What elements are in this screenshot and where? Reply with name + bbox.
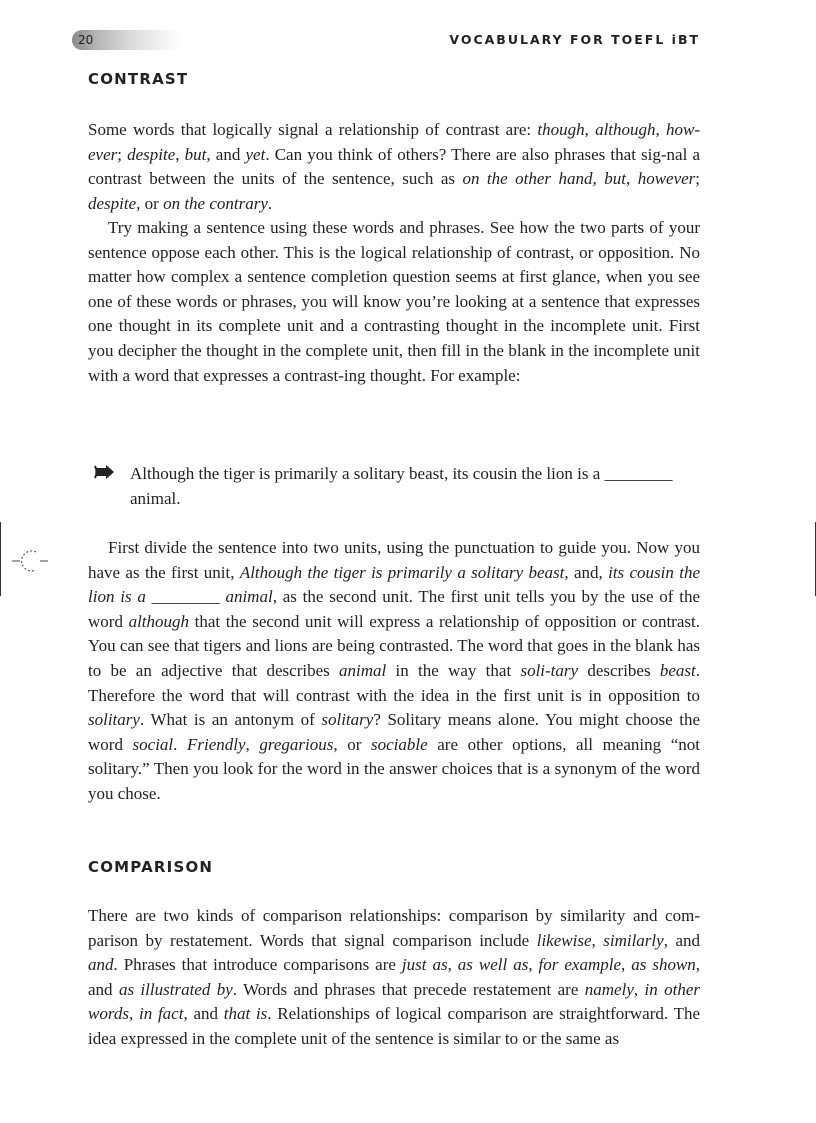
- italic-term: in fact: [138, 1004, 184, 1024]
- italic-term: but: [184, 144, 207, 164]
- text-segment: , as the second unit. The first unit tells you by the use of the word: [88, 587, 700, 631]
- text-segment: ,: [625, 169, 638, 189]
- italic-term: soli-tary: [520, 660, 579, 680]
- text-segment: , or: [136, 193, 164, 213]
- italic-term: animal: [339, 660, 387, 680]
- text-segment: ,: [528, 955, 539, 975]
- italic-term: despite: [127, 144, 176, 164]
- text-segment: , and: [183, 1004, 224, 1024]
- text-segment: ? Solitary means alone. You might choose the word: [88, 710, 701, 754]
- example-sentence: [94, 462, 694, 511]
- italic-term: solitary: [88, 710, 140, 730]
- text-segment: , and,: [564, 562, 609, 582]
- italic-term: in other words: [88, 979, 701, 1024]
- text-segment: . Can you think of others? There are also phrases that sig-nal a contrast between the units of the sentence, such as: [88, 144, 701, 189]
- running-head: VOCABULARY FOR TOEFL iBT: [449, 32, 700, 47]
- italic-term: despite: [88, 193, 137, 213]
- italic-term: sociable: [370, 734, 428, 754]
- text-segment: Try making a sentence using these words and phrases. See how the two parts of your sentence oppose each other. This is the logical relationship of contrast, or opposition. No matter how complex a sentence completion question seems at first glance, when you see one of these words or phrases, you will know you’re looking at a sentence that expresses one thought in its complete unit and a contrasting thought in the incomplete unit. First you decipher the thought in the complete unit, then fill in the blank in the incomplete unit with a word that expresses a contrast-ing thought. For example:: [88, 218, 700, 385]
- text-segment: ,: [591, 930, 604, 950]
- italic-term: Friendly: [186, 734, 246, 754]
- italic-term: similarly: [603, 930, 664, 950]
- text-segment: . What is an antonym of: [139, 710, 322, 730]
- italic-term: Although the tiger is primarily a solitary beast: [239, 562, 565, 582]
- text-segment: ,: [245, 734, 260, 754]
- italic-term: its cousin the lion is a ________ animal: [88, 562, 700, 607]
- italic-term: on the other hand: [462, 169, 593, 189]
- text-segment: .: [267, 193, 273, 213]
- text-segment: , and: [663, 930, 700, 950]
- text-segment: . Relationships of logical comparison are straightforward. The idea expressed in the complete unit of the sentence is similar to or the same as: [88, 1004, 701, 1048]
- italic-term: as shown: [631, 955, 696, 975]
- text-segment: in the way that: [386, 660, 521, 680]
- text-segment: ,: [447, 955, 458, 975]
- contrast-paragraph-3: [88, 536, 700, 807]
- pointing-arrow-icon: [94, 464, 120, 480]
- italic-term: as illustrated by: [118, 979, 233, 999]
- registration-mark-icon: [4, 546, 54, 576]
- contrast-heading: CONTRAST: [88, 70, 189, 88]
- text-segment: ,: [584, 120, 596, 139]
- italic-term: though: [537, 120, 585, 139]
- italic-term: social: [132, 734, 174, 754]
- text-segment: ,: [128, 1004, 139, 1024]
- italic-term: just as: [401, 955, 448, 975]
- text-segment: ,: [655, 120, 667, 139]
- comparison-heading: COMPARISON: [88, 858, 214, 876]
- comparison-paragraph-1: [88, 904, 700, 1052]
- text-segment: that the second unit will express a relationship of opposition or contrast. You can see that tigers and lions are being contrasted. The word that goes in the blank has to be an adjective that describes: [88, 611, 700, 680]
- text-segment: ,: [621, 955, 632, 975]
- text-segment: ;: [117, 144, 128, 164]
- italic-term: but: [604, 169, 626, 189]
- text-segment: describes: [578, 660, 660, 680]
- italic-term: on the contrary: [163, 193, 268, 213]
- italic-term: how-ever: [88, 120, 701, 164]
- italic-term: however: [637, 169, 696, 189]
- italic-term: and: [88, 955, 114, 975]
- text-segment: . Therefore the word that will contrast with the idea in the first unit is in opposition to: [88, 660, 700, 705]
- italic-term: beast: [659, 660, 696, 680]
- text-segment: , and: [88, 955, 701, 999]
- italic-term: for example: [538, 955, 621, 975]
- italic-term: solitary: [321, 710, 374, 730]
- text-segment: are other options, all meaning “not solitary.” Then you look for the word in the answer choices that is a synonym of the word you chose.: [88, 734, 700, 803]
- italic-term: as well as: [457, 955, 529, 975]
- text-segment: . Words and phrases that precede restatement are: [232, 979, 585, 999]
- text-segment: , and: [206, 144, 246, 164]
- italic-term: likewise: [536, 930, 592, 950]
- italic-term: although: [128, 611, 190, 631]
- italic-term: although: [595, 120, 656, 139]
- text-segment: .: [173, 734, 187, 754]
- text-segment: ,: [633, 979, 645, 999]
- italic-term: yet: [245, 144, 266, 164]
- text-segment: ,: [175, 144, 185, 164]
- text-segment: ;: [695, 169, 701, 189]
- text-segment: Some words that logically signal a relationship of contrast are:: [88, 120, 538, 139]
- text-segment: . Phrases that introduce comparisons are: [113, 955, 402, 975]
- italic-term: that is: [223, 1004, 268, 1024]
- italic-term: namely: [584, 979, 634, 999]
- contrast-paragraph-2: [88, 216, 700, 388]
- page-number: 20: [72, 30, 180, 50]
- italic-term: gregarious: [259, 734, 334, 754]
- text-segment: ,: [592, 169, 605, 189]
- example-text: Although the tiger is primarily a solitary beast, its cousin the lion is a ________ animal.: [130, 464, 673, 508]
- crop-mark-left: [0, 522, 1, 596]
- contrast-paragraph-1: [88, 118, 700, 216]
- text-segment: First divide the sentence into two units, using the punctuation to guide you. Now you have as the first unit,: [88, 538, 700, 582]
- text-segment: There are two kinds of comparison relationships: comparison by similarity and com-parison by restatement. Words that signal comparison include: [88, 906, 700, 950]
- text-segment: , or: [333, 734, 371, 754]
